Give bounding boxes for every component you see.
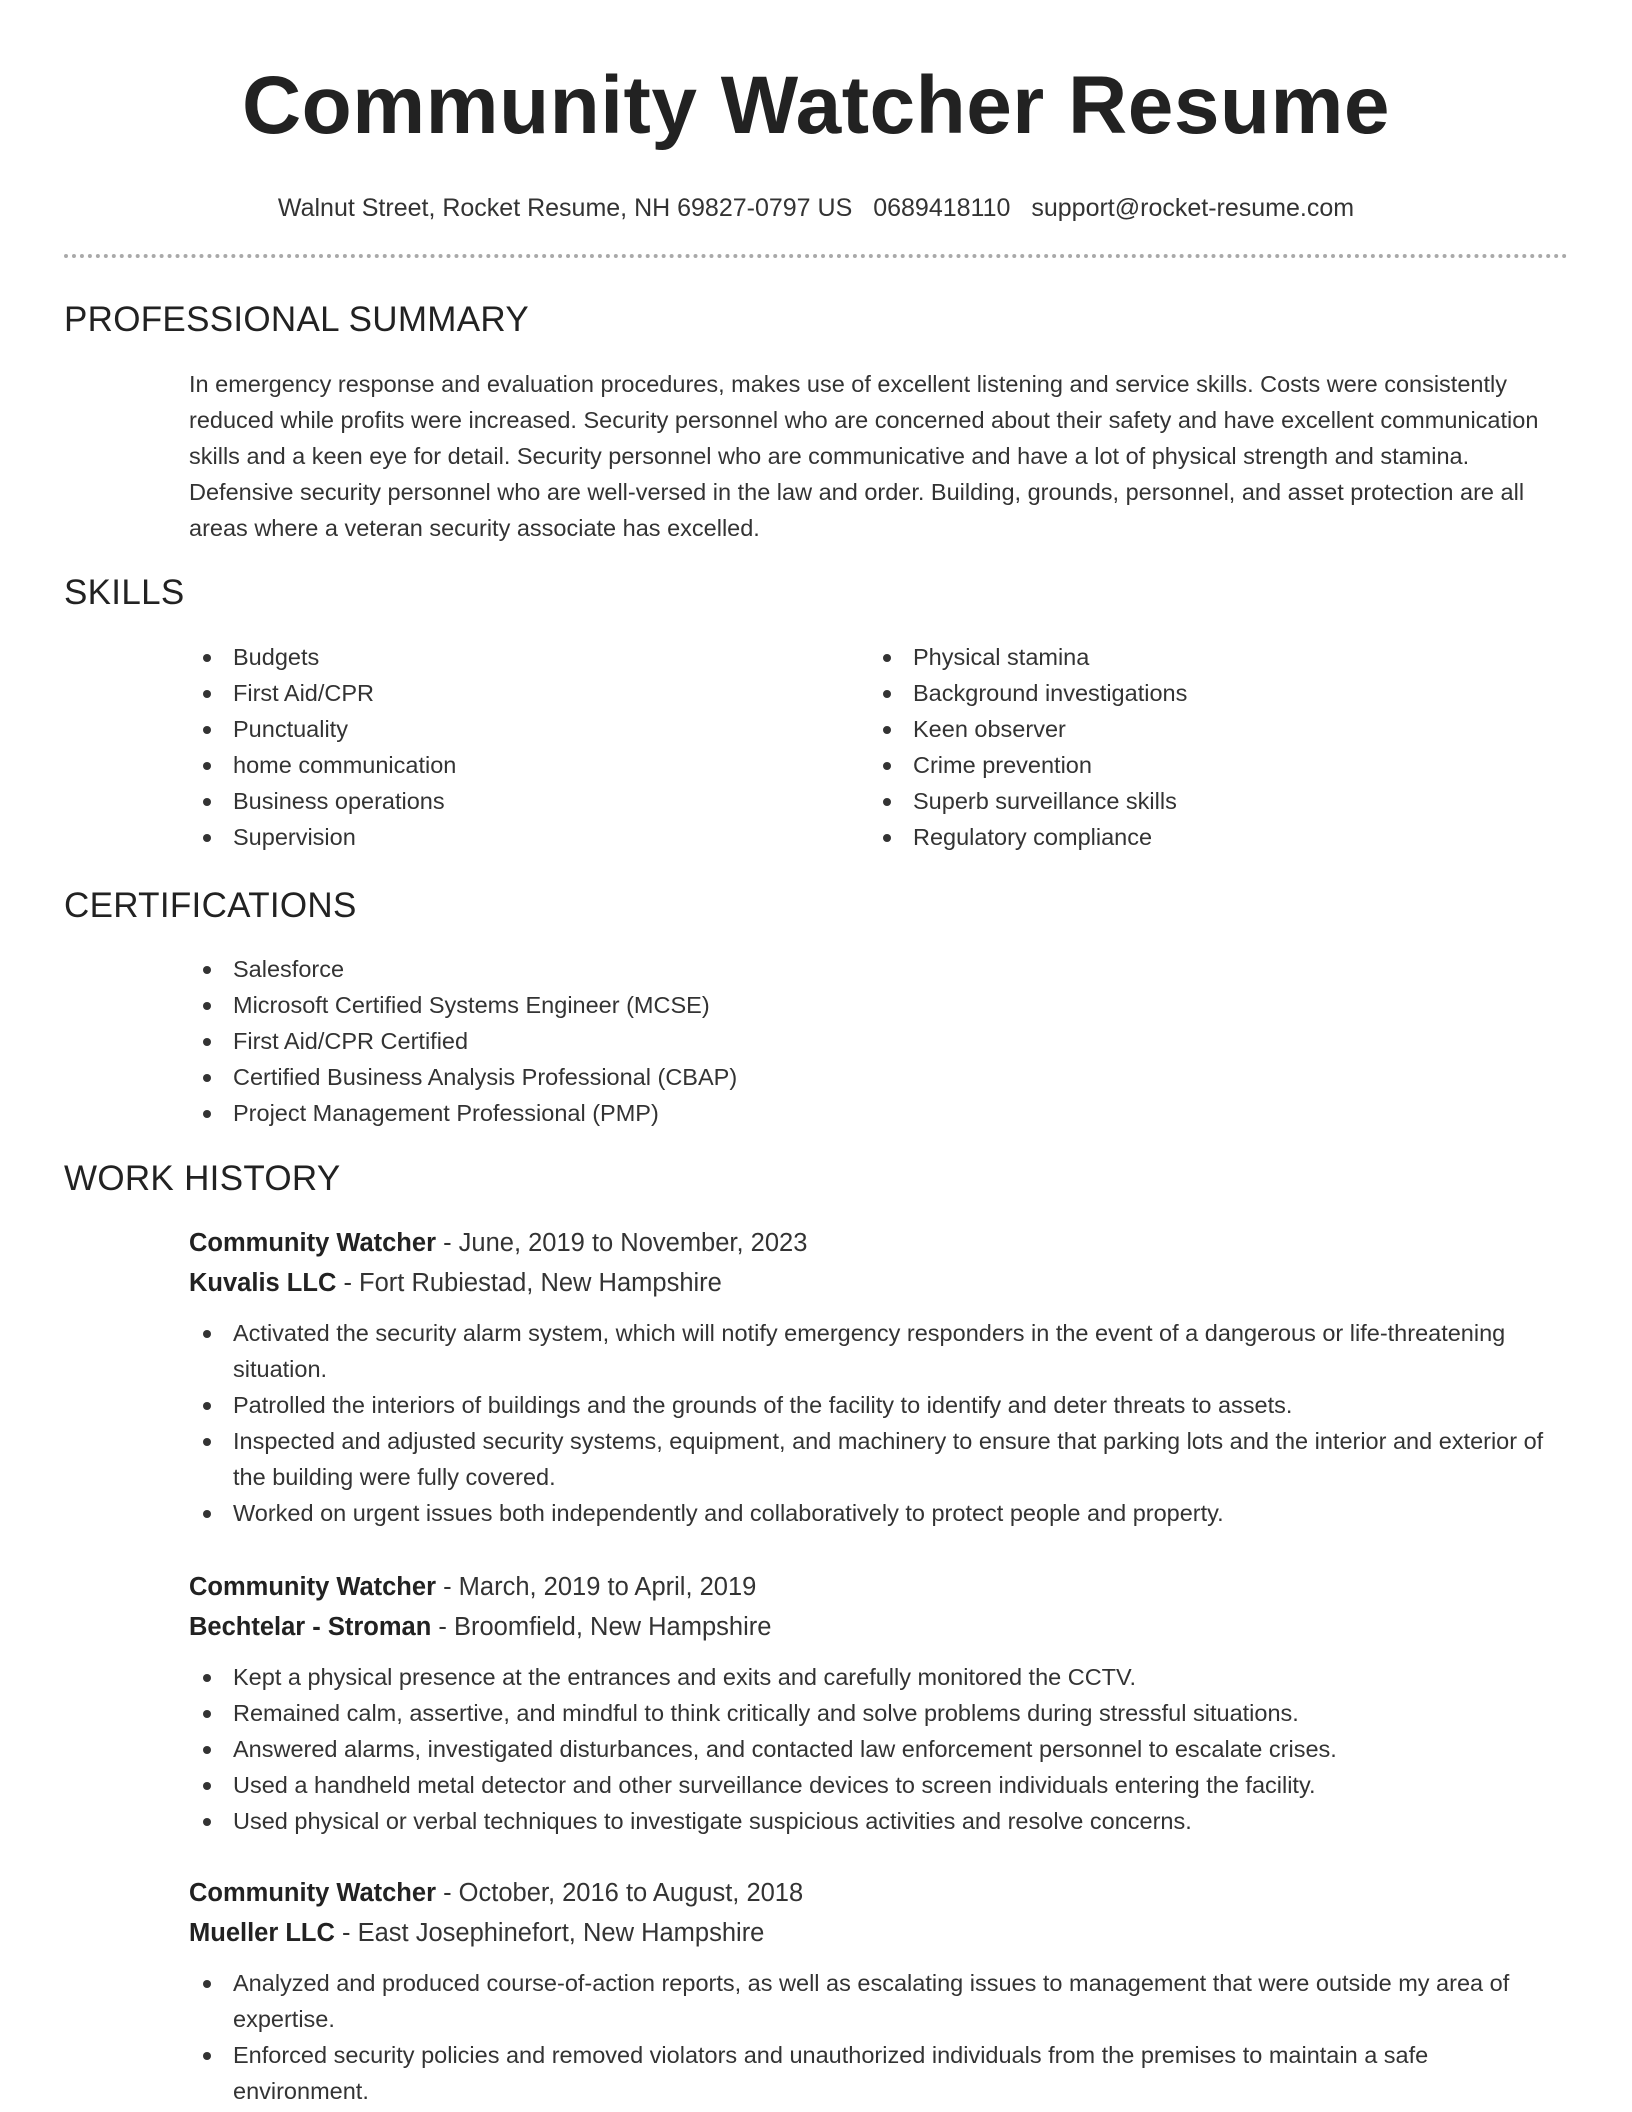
- job-title: Community Watcher: [189, 1573, 436, 1601]
- certification-item: Salesforce: [189, 951, 1389, 987]
- skills-list-left: [189, 639, 789, 855]
- job-location: - Broomfield, New Hampshire: [431, 1613, 772, 1641]
- job-bullet: Activated the security alarm system, which will notify emergency responders in the event of a dangerous or life-threatening situation.: [189, 1315, 1569, 1387]
- job-company: Mueller LLC: [189, 1919, 335, 1947]
- skill-item: Punctuality: [189, 711, 789, 747]
- job-entry: [189, 1567, 1569, 1839]
- job-dates: - March, 2019 to April, 2019: [436, 1573, 757, 1601]
- summary-text: In emergency response and evaluation procedures, makes use of excellent listening and service skills. Costs were consistently reduced while profits were increased. Security personnel who are concerned about their safety and have excellent communication skills and a keen eye for detail. Security personnel who are communicative and have a lot of physical strength and stamina. Defensive security personnel who are well-versed in the law and order. Building, grounds, personnel, and asset protection are all areas where a veteran security associate has excelled.: [189, 371, 1539, 541]
- job-entry: [189, 1223, 1569, 1531]
- skill-item: Keen observer: [869, 711, 1469, 747]
- skill-item: First Aid/CPR: [189, 675, 789, 711]
- job-bullets: [189, 1965, 1569, 2109]
- section-heading-certifications: CERTIFICATIONS: [64, 886, 357, 925]
- job-company: Kuvalis LLC: [189, 1269, 337, 1297]
- job-dates: - June, 2019 to November, 2023: [436, 1229, 808, 1257]
- job-location: - East Josephinefort, New Hampshire: [334, 1919, 765, 1947]
- job-bullet: Enforced security policies and removed violators and unauthorized individuals from the premises to maintain a safe environment.: [189, 2037, 1569, 2109]
- skill-item: Supervision: [189, 819, 789, 855]
- job-location: - Fort Rubiestad, New Hampshire: [336, 1269, 722, 1297]
- page-title: Community Watcher Resume: [241, 60, 1391, 151]
- resume-page: [64, 0, 1568, 2104]
- skill-item: Superb surveillance skills: [869, 783, 1469, 819]
- skill-item: Physical stamina: [869, 639, 1469, 675]
- job-company-line: [189, 1263, 1569, 1303]
- job-title-line: [189, 1223, 1569, 1263]
- job-bullet: Answered alarms, investigated disturbances, and contacted law enforcement personnel to escalate crises.: [189, 1731, 1569, 1767]
- job-bullets: [189, 1659, 1569, 1839]
- skill-item: Budgets: [189, 639, 789, 675]
- skills-list-right: [869, 639, 1469, 855]
- job-company: Bechtelar - Stroman: [189, 1613, 432, 1641]
- section-heading-skills: SKILLS: [64, 573, 185, 612]
- contact-line: [64, 192, 1568, 224]
- job-title-line: [189, 1873, 1569, 1913]
- job-bullet: Used a handheld metal detector and other surveillance devices to screen individuals entering the facility.: [189, 1767, 1569, 1803]
- contact-phone: 0689418110: [873, 194, 1011, 222]
- job-title-line: [189, 1567, 1569, 1607]
- job-bullet: Worked on urgent issues both independently and collaboratively to protect people and property.: [189, 1495, 1569, 1531]
- skill-item: Business operations: [189, 783, 789, 819]
- certification-item: Certified Business Analysis Professional (CBAP): [189, 1059, 1389, 1095]
- section-heading-summary: PROFESSIONAL SUMMARY: [64, 300, 529, 339]
- job-bullet: Patrolled the interiors of buildings and the grounds of the facility to identify and deter threats to assets.: [189, 1387, 1569, 1423]
- certification-item: First Aid/CPR Certified: [189, 1023, 1389, 1059]
- certification-item: Project Management Professional (PMP): [189, 1095, 1389, 1131]
- job-bullets: [189, 1315, 1569, 1531]
- skill-item: Regulatory compliance: [869, 819, 1469, 855]
- contact-email: support@rocket-resume.com: [1031, 194, 1355, 222]
- job-bullet: Kept a physical presence at the entrances and exits and carefully monitored the CCTV.: [189, 1659, 1569, 1695]
- certifications-list: [189, 951, 1389, 1131]
- job-bullet: Used physical or verbal techniques to investigate suspicious activities and resolve concerns.: [189, 1803, 1569, 1839]
- job-title: Community Watcher: [189, 1879, 436, 1907]
- job-company-line: [189, 1607, 1569, 1647]
- header-divider: [64, 254, 1568, 258]
- certification-item: Microsoft Certified Systems Engineer (MCSE): [189, 987, 1389, 1023]
- section-heading-work-history: WORK HISTORY: [64, 1159, 341, 1198]
- job-bullet: Inspected and adjusted security systems, equipment, and machinery to ensure that parking lots and the interior and exterior of the building were fully covered.: [189, 1423, 1569, 1495]
- contact-address: Walnut Street, Rocket Resume, NH 69827-0797 US: [277, 194, 853, 222]
- job-bullet: Analyzed and produced course-of-action reports, as well as escalating issues to management that were outside my area of expertise.: [189, 1965, 1569, 2037]
- skill-item: home communication: [189, 747, 789, 783]
- skill-item: Background investigations: [869, 675, 1469, 711]
- job-title: Community Watcher: [189, 1229, 436, 1257]
- job-dates: - October, 2016 to August, 2018: [436, 1879, 804, 1907]
- skill-item: Crime prevention: [869, 747, 1469, 783]
- job-entry: [189, 1873, 1569, 2109]
- job-bullet: Remained calm, assertive, and mindful to think critically and solve problems during stressful situations.: [189, 1695, 1569, 1731]
- job-company-line: [189, 1913, 1569, 1953]
